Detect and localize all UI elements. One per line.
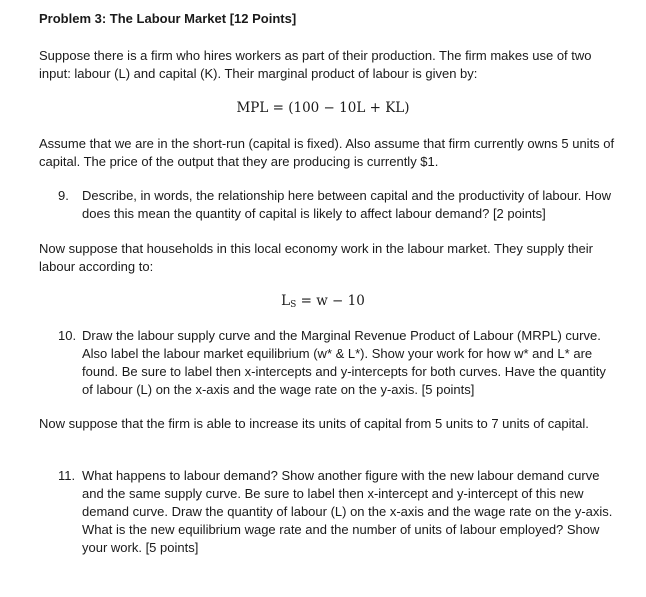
question-11-number: 11. [58,468,76,483]
ls-lhs: L [281,293,291,309]
capital-increase-paragraph: Now suppose that the firm is able to increase its units of capital from 5 units to 7 units of capital. [39,416,589,431]
ls-rhs: = w − 10 [296,293,365,309]
ls-subscript: S [290,300,297,310]
question-9-number: 9. [58,188,69,203]
short-run-paragraph: Assume that we are in the short-run (capital is fixed). Also assume that firm currently owns 5 units of capital. The price of the output that they are producing is currently $1. [39,136,615,169]
question-10 [58,327,618,399]
question-9 [58,187,618,223]
intro-paragraph: Suppose there is a firm who hires workers as part of their production. The firm makes use of two input: labour (L) and capital (K). Their marginal product of labour is given by: [39,48,592,81]
question-9-text: Describe, in words, the relationship here between capital and the productivity of labour. How does this mean the quantity of capital is likely to affect labour demand? [2 points] [82,188,611,221]
question-11 [58,467,618,557]
mpl-equation: MPL = (100 − 10L + KL) [236,100,410,116]
problem-title: Problem 3: The Labour Market [12 Points] [39,11,297,26]
question-10-number: 10. [58,328,77,343]
question-11-text: What happens to labour demand? Show another figure with the new labour demand curve and the same supply curve. Be sure to label then x-intercept and y-intercept of this new demand curve. Draw the quantity of labour (L) on the x-axis and the wage rate on the y-axis. What is the new equilibrium wage rate and the number of units of labour employed? Show your work. [5 points] [82,468,613,555]
households-paragraph: Now suppose that households in this local economy work in the labour market. They supply their labour according to: [39,241,593,274]
question-10-text: Draw the labour supply curve and the Marginal Revenue Product of Labour (MRPL) curve. Also label the labour market equilibrium (w* & L*). Show your work for how w* and L* are found. Be sure to label then x-intercepts and y-intercepts for both curves. Have the quantity of labour (L) on the x-axis and the wage rate on the y-axis. [5 points] [82,328,606,397]
labour-supply-equation [0,293,646,310]
